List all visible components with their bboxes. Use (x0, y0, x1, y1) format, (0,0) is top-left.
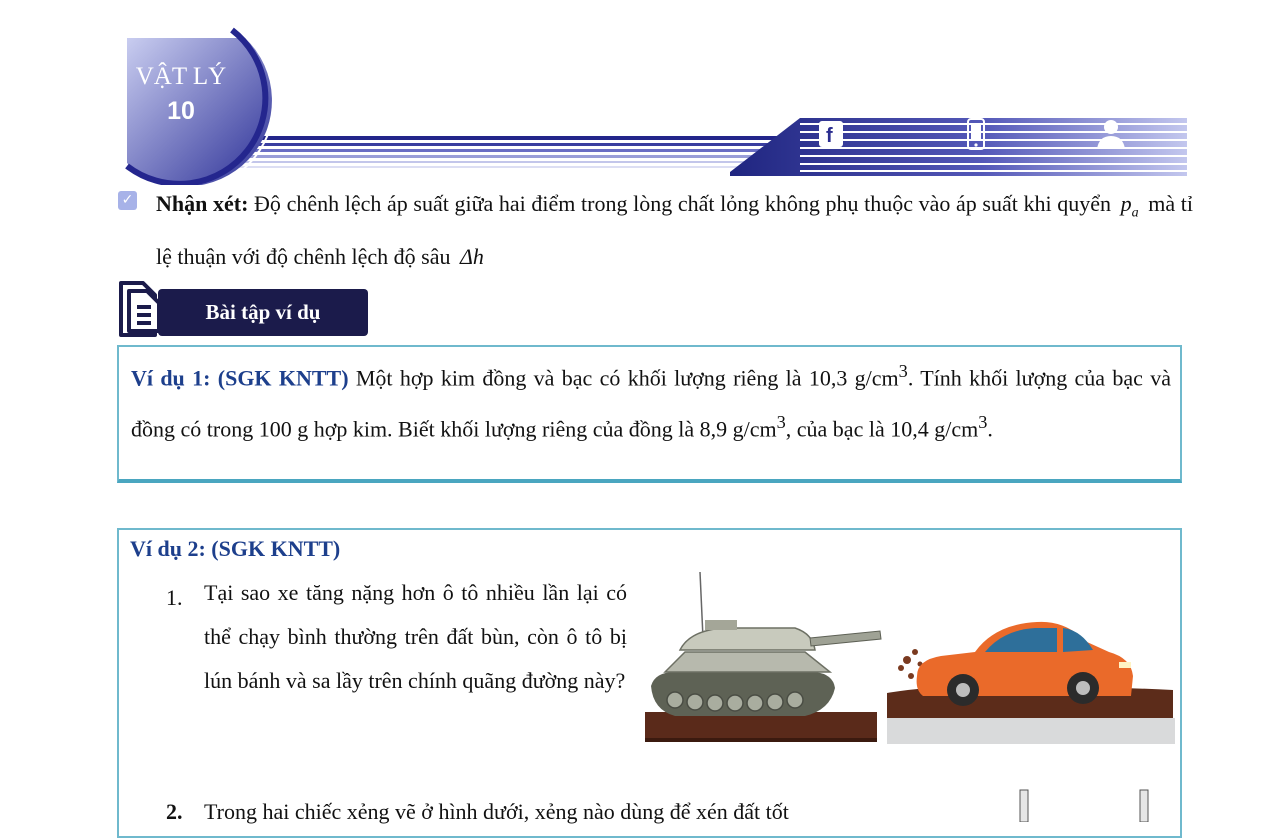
delta-h: Δh (460, 244, 484, 270)
superscript-3: 3 (978, 412, 988, 433)
example-1-part-b: . Tính khối lượng của bạc và đồng có trong 100 g hợp kim. Biết khối lượng riêng của đồng là 8,9 g/cm (131, 365, 1172, 442)
phone-icon[interactable] (966, 118, 986, 150)
remark-text-before: Độ chênh lệch áp suất giữa hai điểm trong lòng chất lỏng không phụ thuộc vào áp suất khi quyển (254, 191, 1111, 216)
checkbox-icon: ✓ (118, 191, 137, 210)
pressure-variable (1120, 191, 1139, 221)
tank-image (645, 572, 881, 742)
header-banner-graphic (0, 0, 1275, 185)
facebook-icon[interactable] (818, 120, 844, 148)
remark-label: Nhận xét: (156, 191, 249, 216)
example-1-text (131, 349, 1171, 452)
example-1-part-d: . (987, 416, 993, 442)
example-1-part-a: Một hợp kim đồng và bạc có khối lượng riêng là 10,3 g/cm (355, 365, 899, 391)
tank-and-car-illustration (645, 568, 1175, 748)
pressure-symbol: p (1120, 191, 1132, 216)
question-2-number: 2. (166, 799, 183, 824)
user-icon[interactable] (1094, 118, 1128, 150)
pressure-subscript: a (1131, 205, 1139, 221)
example-1-label: Ví dụ 1: (SGK KNTT) (131, 365, 349, 391)
svg-text:f: f (826, 125, 833, 147)
remark-text (156, 182, 1193, 279)
header-stripes (230, 118, 1187, 176)
grade-number: 10 (167, 97, 195, 125)
superscript-3: 3 (898, 361, 908, 381)
remark-block (118, 182, 1193, 279)
superscript-3: 3 (776, 412, 786, 433)
shovel-illustration (1010, 788, 1160, 822)
remark-text-after: mà tỉ lệ thuận với độ chênh lệch độ sâu (156, 191, 1194, 270)
section-title: Bài tập ví dụ (158, 289, 368, 336)
subject-title: VẬT LÝ (135, 63, 227, 90)
example-2-label: Ví dụ 2: (SGK KNTT) (130, 536, 341, 561)
question-2-text: Trong hai chiếc xẻng vẽ ở hình dưới, xẻng nào dùng để xén đất tốt (204, 799, 789, 824)
example-1-box (117, 345, 1182, 483)
question-1-text: Tại sao xe tăng nặng hơn ô tô nhiều lần lại có thể chạy bình thường trên đất bùn, còn ô tô bị lún bánh và sa lầy trên chính quãng đường này? (204, 580, 627, 693)
example-1-part-c: , của bạc là 10,4 g/cm (785, 416, 979, 442)
question-1-number: 1. (166, 585, 183, 610)
car-image (887, 622, 1175, 744)
page-header (0, 0, 1275, 185)
